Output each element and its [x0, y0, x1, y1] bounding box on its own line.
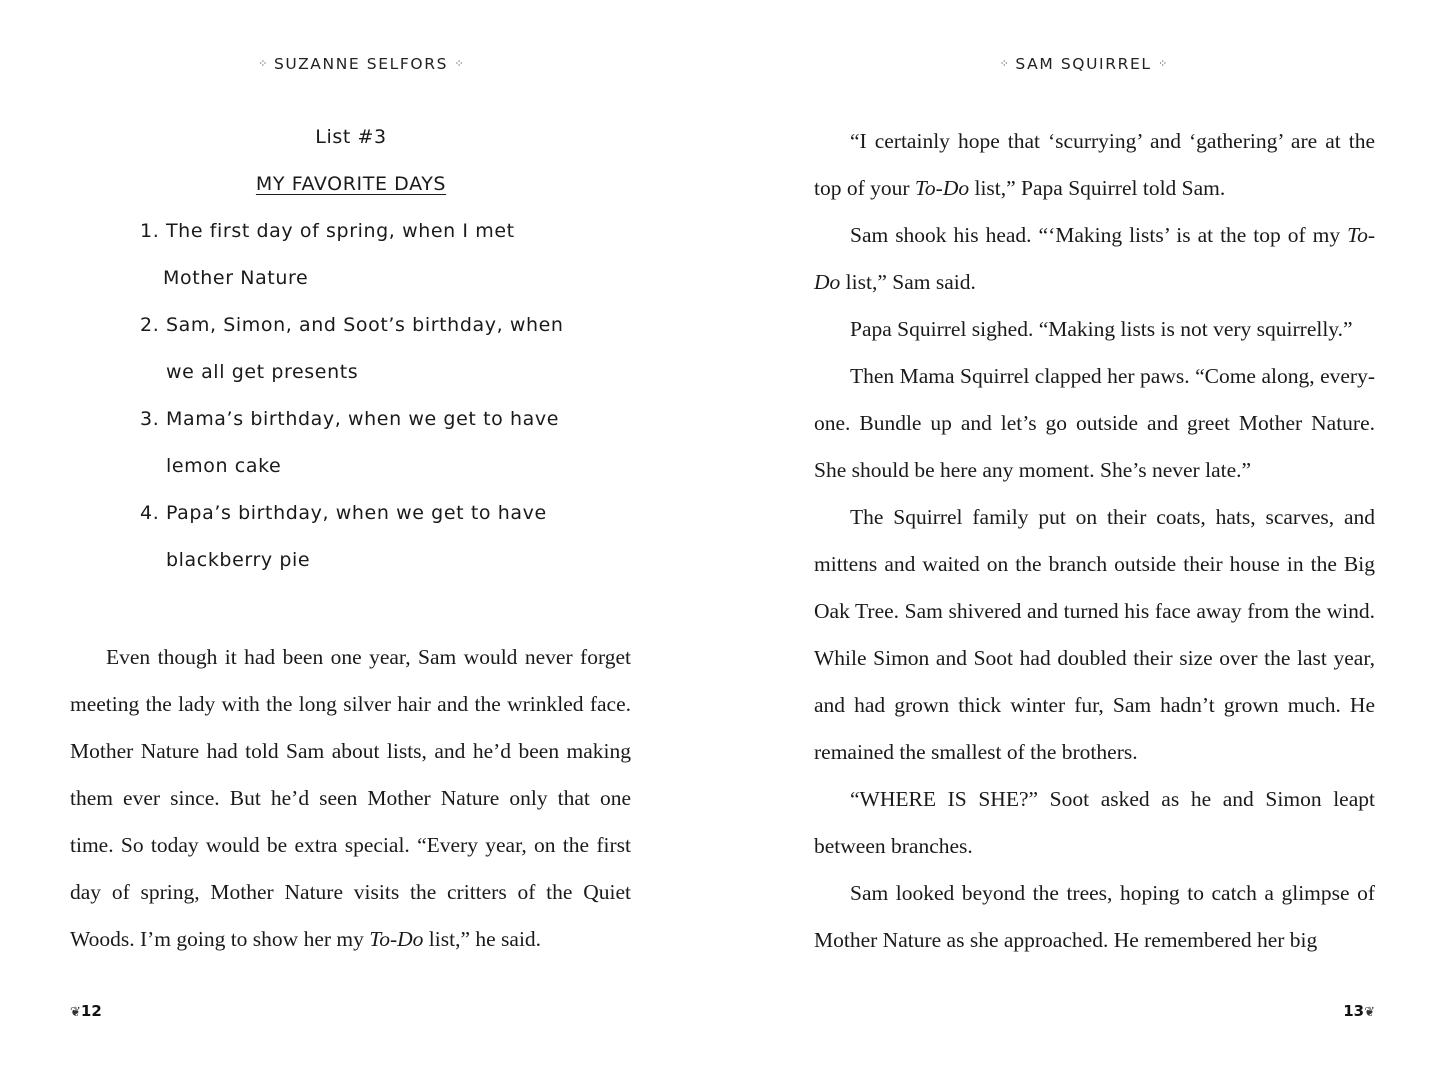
paragraph: “I certainly hope that ‘scurrying’ and ‘gathering’ are at the top of your To-Do list,” Papa Squirrel told Sam. — [814, 129, 1375, 200]
ornament-icon: ⁘ — [258, 57, 268, 70]
ornament-icon: ⁘ — [1158, 57, 1168, 70]
list-item: 4. Papa’s birthday, when we get to have — [140, 502, 547, 524]
list-item-continuation: we all get presents — [166, 361, 359, 383]
list-title: List #3 — [315, 126, 387, 148]
running-head-title — [722, 55, 1445, 73]
ornament-icon: ⁘ — [454, 57, 464, 70]
left-body-text — [70, 634, 631, 963]
leaf-ornament-icon: ❦ — [70, 1005, 81, 1020]
list-item-continuation: Mother Nature — [163, 267, 309, 289]
list-subtitle: MY FAVORITE DAYS — [255, 173, 447, 195]
paragraph: Sam shook his head. “‘Making lists’ is at the top of my To-Do list,” Sam said. — [814, 223, 1375, 294]
paragraph: Even though it had been one year, Sam would never forget meeting the lady with the long silver hair and the wrinkled face. Mother Nature had told Sam about lists, and he’d been making them ever since. But he’d seen Mother Nature only that one time. So today would be extra special. “Every year, on the first day of spring, Mother Nature visits the critters of the Quiet Woods. I’m going to show her my To-Do list,” he said. — [70, 645, 631, 951]
paragraph: Then Mama Squirrel clapped her paws. “Come along, everyone. Bundle up and let’s go outside and greet Mother Nature. She should be here any moment. She’s never late.” — [814, 364, 1375, 482]
paragraph: “WHERE IS SHE?” Soot asked as he and Simon leapt between branches. — [814, 787, 1375, 858]
paragraph: Papa Squirrel sighed. “Making lists is not very squirrelly.” — [850, 317, 1353, 341]
page-number: 13 — [1343, 1002, 1365, 1020]
list-item-continuation: blackberry pie — [166, 549, 311, 571]
right-page — [722, 0, 1445, 1075]
left-page — [0, 0, 722, 1075]
running-head-author — [0, 55, 722, 73]
list-item: 1. The first day of spring, when I met — [140, 220, 515, 242]
page-number-left — [70, 1002, 102, 1020]
list-item-continuation: lemon cake — [166, 455, 282, 477]
list-item: 2. Sam, Simon, and Soot’s birthday, when — [140, 314, 564, 336]
paragraph: The Squirrel family put on their coats, hats, scarves, and mittens and waited on the branch outside their house in the Big Oak Tree. Sam shivered and turned his face away from the wind. While Simon and Soot had doubled their size over the last year, and had grown thick winter fur, Sam hadn’t grown much. He remained the smallest of the brothers. — [814, 505, 1375, 764]
ornament-icon: ⁘ — [999, 57, 1009, 70]
paragraph: Sam looked beyond the trees, hoping to catch a glimpse of Mother Nature as she approached. He remembered her big — [814, 881, 1375, 952]
page-number-right — [1343, 1002, 1375, 1020]
page-number: 12 — [80, 1002, 102, 1020]
leaf-ornament-icon: ❦ — [1364, 1005, 1375, 1020]
right-body-text — [814, 118, 1375, 964]
author-name: SUZANNE SELFORS — [273, 55, 449, 73]
list-item: 3. Mama’s birthday, when we get to have — [140, 408, 559, 430]
book-title: SAM SQUIRREL — [1015, 55, 1152, 73]
